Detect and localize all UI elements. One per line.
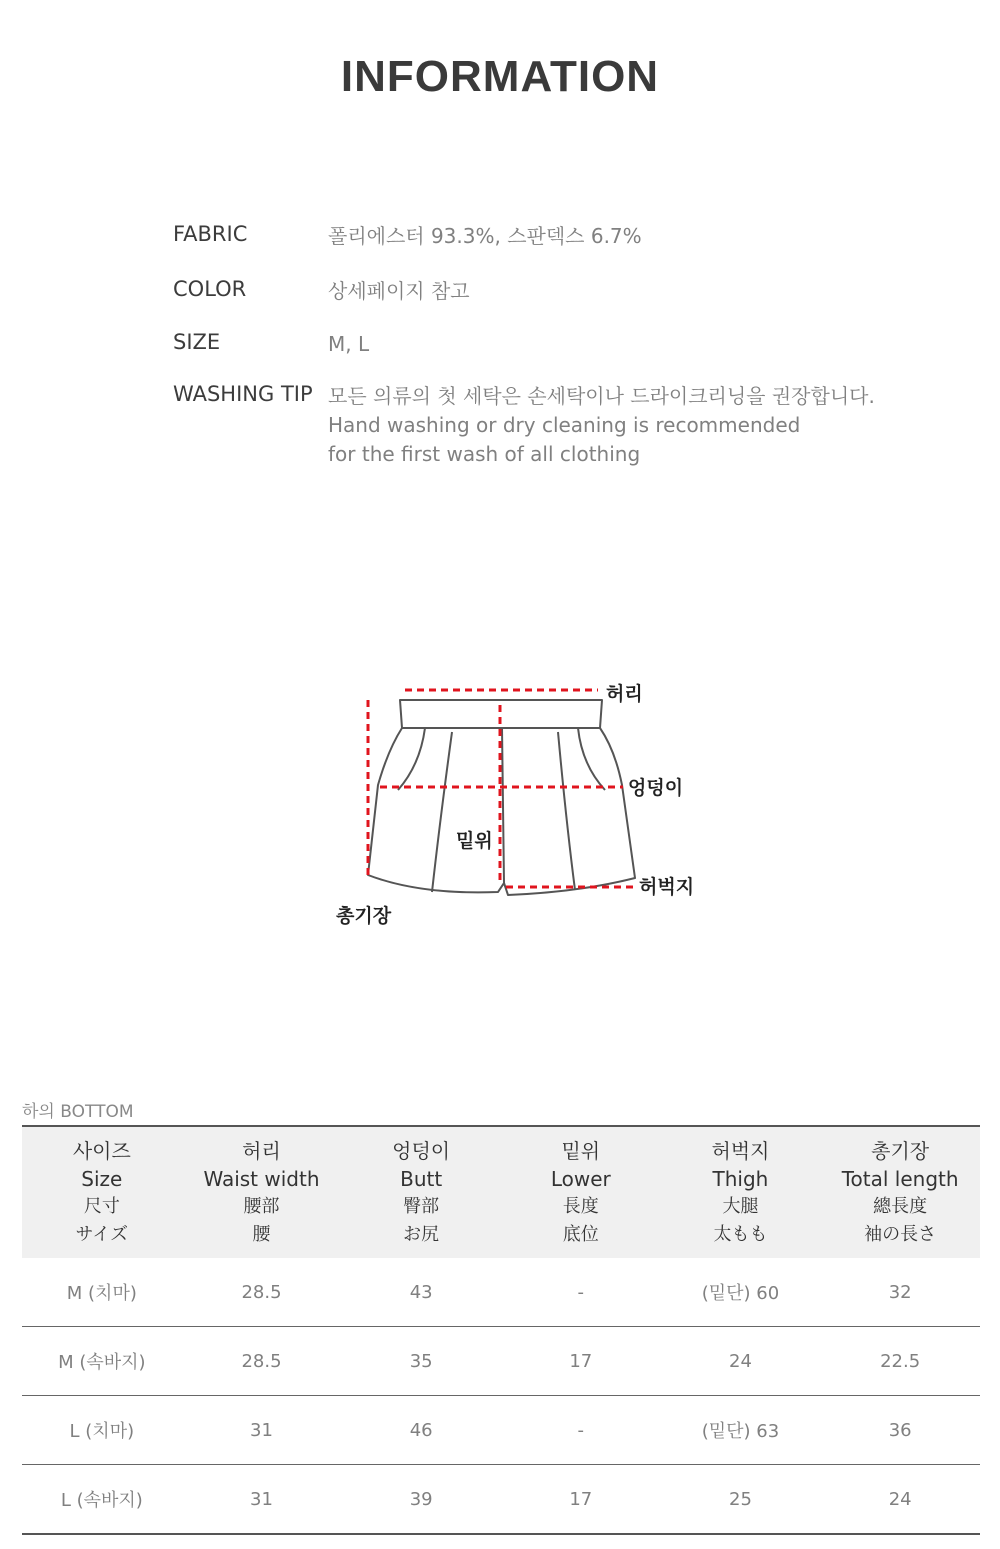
cell-lower: 17 [501, 1327, 661, 1396]
header-waist-en: Waist width [203, 1167, 320, 1191]
fabric-value: 폴리에스터 93.3%, 스판덱스 6.7% [328, 224, 642, 248]
header-waist-zh: 腰部 [243, 1196, 280, 1217]
header-butt [341, 1126, 501, 1258]
table-row [22, 1396, 980, 1465]
waist-label: 허리 [606, 683, 643, 705]
washing-ko: 모든 의류의 첫 세탁은 손세탁이나 드라이크리닝을 권장합니다. [328, 384, 875, 408]
total-length-label: 총기장 [336, 905, 392, 927]
header-butt-ja: お尻 [403, 1224, 440, 1245]
cell-size: L (치마) [22, 1396, 182, 1465]
table-row [22, 1327, 980, 1396]
header-total-length-ko: 총기장 [871, 1139, 930, 1163]
cell-total-length: 36 [820, 1396, 980, 1465]
cell-waist: 28.5 [182, 1327, 342, 1396]
rise-label: 밑위 [456, 830, 493, 852]
cell-butt: 39 [341, 1465, 501, 1535]
header-butt-en: Butt [400, 1167, 443, 1191]
color-row [173, 277, 470, 305]
header-size-en: Size [81, 1167, 123, 1191]
cell-total-length: 32 [820, 1258, 980, 1327]
color-value: 상세페이지 참고 [328, 279, 470, 303]
fabric-label: FABRIC [173, 222, 248, 246]
header-size [22, 1126, 182, 1258]
cell-butt: 46 [341, 1396, 501, 1465]
header-lower-ja: 底位 [562, 1224, 599, 1245]
fabric-row [173, 222, 642, 250]
cell-size: M (치마) [22, 1258, 182, 1327]
size-label: SIZE [173, 330, 221, 354]
cell-lower: - [501, 1258, 661, 1327]
size-value: M, L [328, 332, 370, 356]
header-waist [182, 1126, 342, 1258]
size-table [22, 1125, 980, 1535]
header-lower-zh: 長度 [562, 1196, 599, 1217]
header-thigh-zh: 大腿 [722, 1196, 759, 1217]
washing-row [173, 382, 875, 469]
header-total-length-ja: 袖の長さ [864, 1224, 937, 1245]
header-size-ja: サイズ [75, 1224, 129, 1245]
cell-waist: 31 [182, 1396, 342, 1465]
header-waist-ko: 허리 [242, 1139, 281, 1163]
cell-total-length: 24 [820, 1465, 980, 1535]
header-thigh [661, 1126, 821, 1258]
cell-lower: 17 [501, 1465, 661, 1535]
color-label: COLOR [173, 277, 247, 301]
header-butt-ko: 엉덩이 [392, 1139, 451, 1163]
table-row [22, 1465, 980, 1535]
washing-label: WASHING TIP [173, 382, 313, 406]
cell-total-length: 22.5 [820, 1327, 980, 1396]
header-size-zh: 尺寸 [83, 1196, 120, 1217]
right-crease [558, 732, 575, 890]
size-row [173, 330, 369, 358]
header-waist-ja: 腰 [252, 1224, 271, 1245]
header-thigh-ja: 太もも [713, 1224, 768, 1245]
table-caption: 하의 BOTTOM [22, 1102, 134, 1122]
measurement-diagram [330, 670, 710, 935]
header-lower [501, 1126, 661, 1258]
cell-butt: 35 [341, 1327, 501, 1396]
thigh-label: 허벅지 [639, 876, 695, 898]
header-size-ko: 사이즈 [72, 1139, 131, 1163]
cell-waist: 28.5 [182, 1258, 342, 1327]
washing-value [328, 382, 875, 469]
header-thigh-en: Thigh [712, 1167, 769, 1191]
cell-butt: 43 [341, 1258, 501, 1327]
left-crease [432, 732, 452, 892]
cell-thigh: (밑단) 60 [661, 1258, 821, 1327]
table-row [22, 1258, 980, 1327]
cell-size: L (속바지) [22, 1465, 182, 1535]
cell-thigh: (밑단) 63 [661, 1396, 821, 1465]
header-total-length-en: Total length [841, 1167, 959, 1191]
header-total-length-zh: 總長度 [873, 1196, 928, 1217]
cell-size: M (속바지) [22, 1327, 182, 1396]
washing-en-2: for the first wash of all clothing [328, 442, 641, 466]
cell-waist: 31 [182, 1465, 342, 1535]
table-header-row [22, 1126, 980, 1258]
butt-label: 엉덩이 [628, 777, 684, 799]
page-title: INFORMATION [340, 52, 660, 101]
cell-lower: - [501, 1396, 661, 1465]
cell-thigh: 24 [661, 1327, 821, 1396]
right-pocket [578, 728, 605, 790]
header-thigh-ko: 허벅지 [711, 1139, 770, 1163]
fly-line [502, 728, 504, 883]
left-pocket [398, 728, 425, 790]
cell-thigh: 25 [661, 1465, 821, 1535]
header-total-length [820, 1126, 980, 1258]
washing-en-1: Hand washing or dry cleaning is recommended [328, 413, 801, 437]
header-butt-zh: 臀部 [403, 1196, 440, 1217]
header-lower-en: Lower [550, 1167, 611, 1191]
header-lower-ko: 밑위 [561, 1139, 601, 1163]
